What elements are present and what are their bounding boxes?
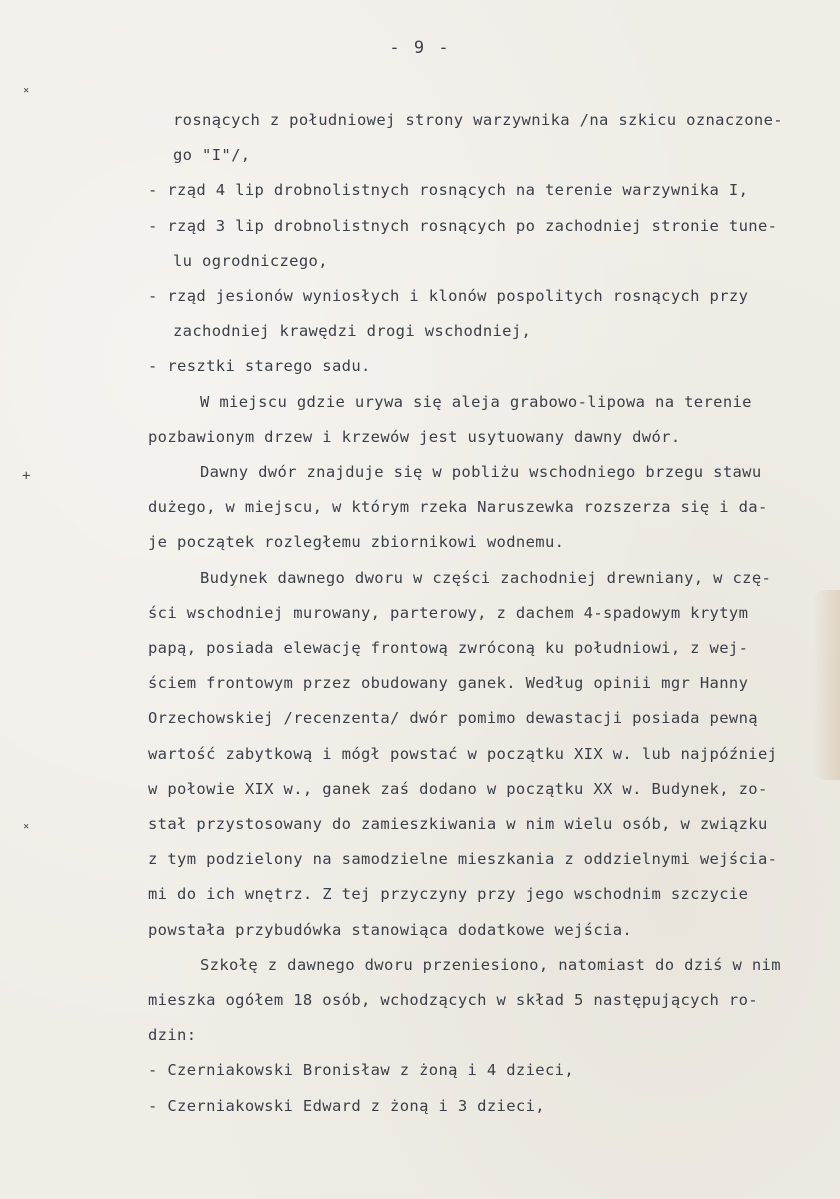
text-line: - Czerniakowski Edward z żoną i 3 dzieci, (148, 1097, 545, 1115)
text-line: - rząd 4 lip drobnolistnych rosnących na terenie warzywnika I, (148, 181, 749, 199)
text-line: - rząd jesionów wyniosłych i klonów pospolitych rosnących przy (148, 287, 749, 305)
text-line: w połowie XIX w., ganek zaś dodano w początku XX w. Budynek, zo- (148, 780, 768, 798)
text-line: stał przystosowany do zamieszkiwania w nim wielu osób, w związku (148, 815, 768, 833)
text-line: - Czerniakowski Bronisław z żoną i 4 dzieci, (148, 1061, 574, 1079)
text-line: papą, posiada elewację frontową zwróconą ku południowi, z wej- (148, 639, 749, 657)
text-line: je początek rozległemu zbiornikowi wodnemu. (148, 533, 565, 551)
text-line: ści wschodniej murowany, parterowy, z dachem 4-spadowym krytym (148, 604, 749, 622)
text-line: Budynek dawnego dworu w części zachodniej drewniany, w czę- (200, 569, 772, 587)
text-line: Dawny dwór znajduje się w pobliżu wschodniego brzegu stawu (200, 463, 762, 481)
paper-stain (812, 590, 840, 780)
text-line: - rząd 3 lip drobnolistnych rosnących po zachodniej stronie tune- (148, 217, 778, 235)
text-line: z tym podzielony na samodzielne mieszkania z oddzielnymi wejścia- (148, 850, 778, 868)
text-line: powstała przybudówka stanowiąca dodatkowe wejścia. (148, 921, 633, 939)
text-line: W miejscu gdzie urywa się aleja grabowo-lipowa na terenie (200, 393, 752, 411)
text-line: mieszka ogółem 18 osób, wchodzących w skład 5 następujących ro- (148, 991, 758, 1009)
text-line: Szkołę z dawnego dworu przeniesiono, natomiast do dziś w nim (200, 956, 781, 974)
text-line: dużego, w miejscu, w którym rzeka Naruszewka rozszerza się i da- (148, 498, 768, 516)
page-number: - 9 - (389, 38, 451, 58)
text-line: dzin: (148, 1026, 197, 1044)
margin-mark: ˟ (22, 86, 31, 102)
margin-mark: + (22, 468, 31, 484)
text-line: mi do ich wnętrz. Z tej przyczyny przy jego wschodnim szczycie (148, 885, 749, 903)
text-line: zachodniej krawędzi drogi wschodniej, (173, 322, 532, 340)
text-line: go "I"/, (173, 146, 251, 164)
text-line: lu ogrodniczego, (173, 252, 328, 270)
text-line: rosnących z południowej strony warzywnika /na szkicu oznaczone- (173, 111, 783, 129)
text-line: - resztki starego sadu. (148, 357, 371, 375)
margin-mark: ˟ (22, 822, 31, 838)
text-line: Orzechowskiej /recenzenta/ dwór pomimo dewastacji posiada pewną (148, 709, 758, 727)
text-line: ściem frontowym przez obudowany ganek. Według opinii mgr Hanny (148, 674, 749, 692)
text-line: pozbawionym drzew i krzewów jest usytuowany dawny dwór. (148, 428, 681, 446)
text-line: wartość zabytkową i mógł powstać w początku XIX w. lub najpóźniej (148, 745, 778, 763)
